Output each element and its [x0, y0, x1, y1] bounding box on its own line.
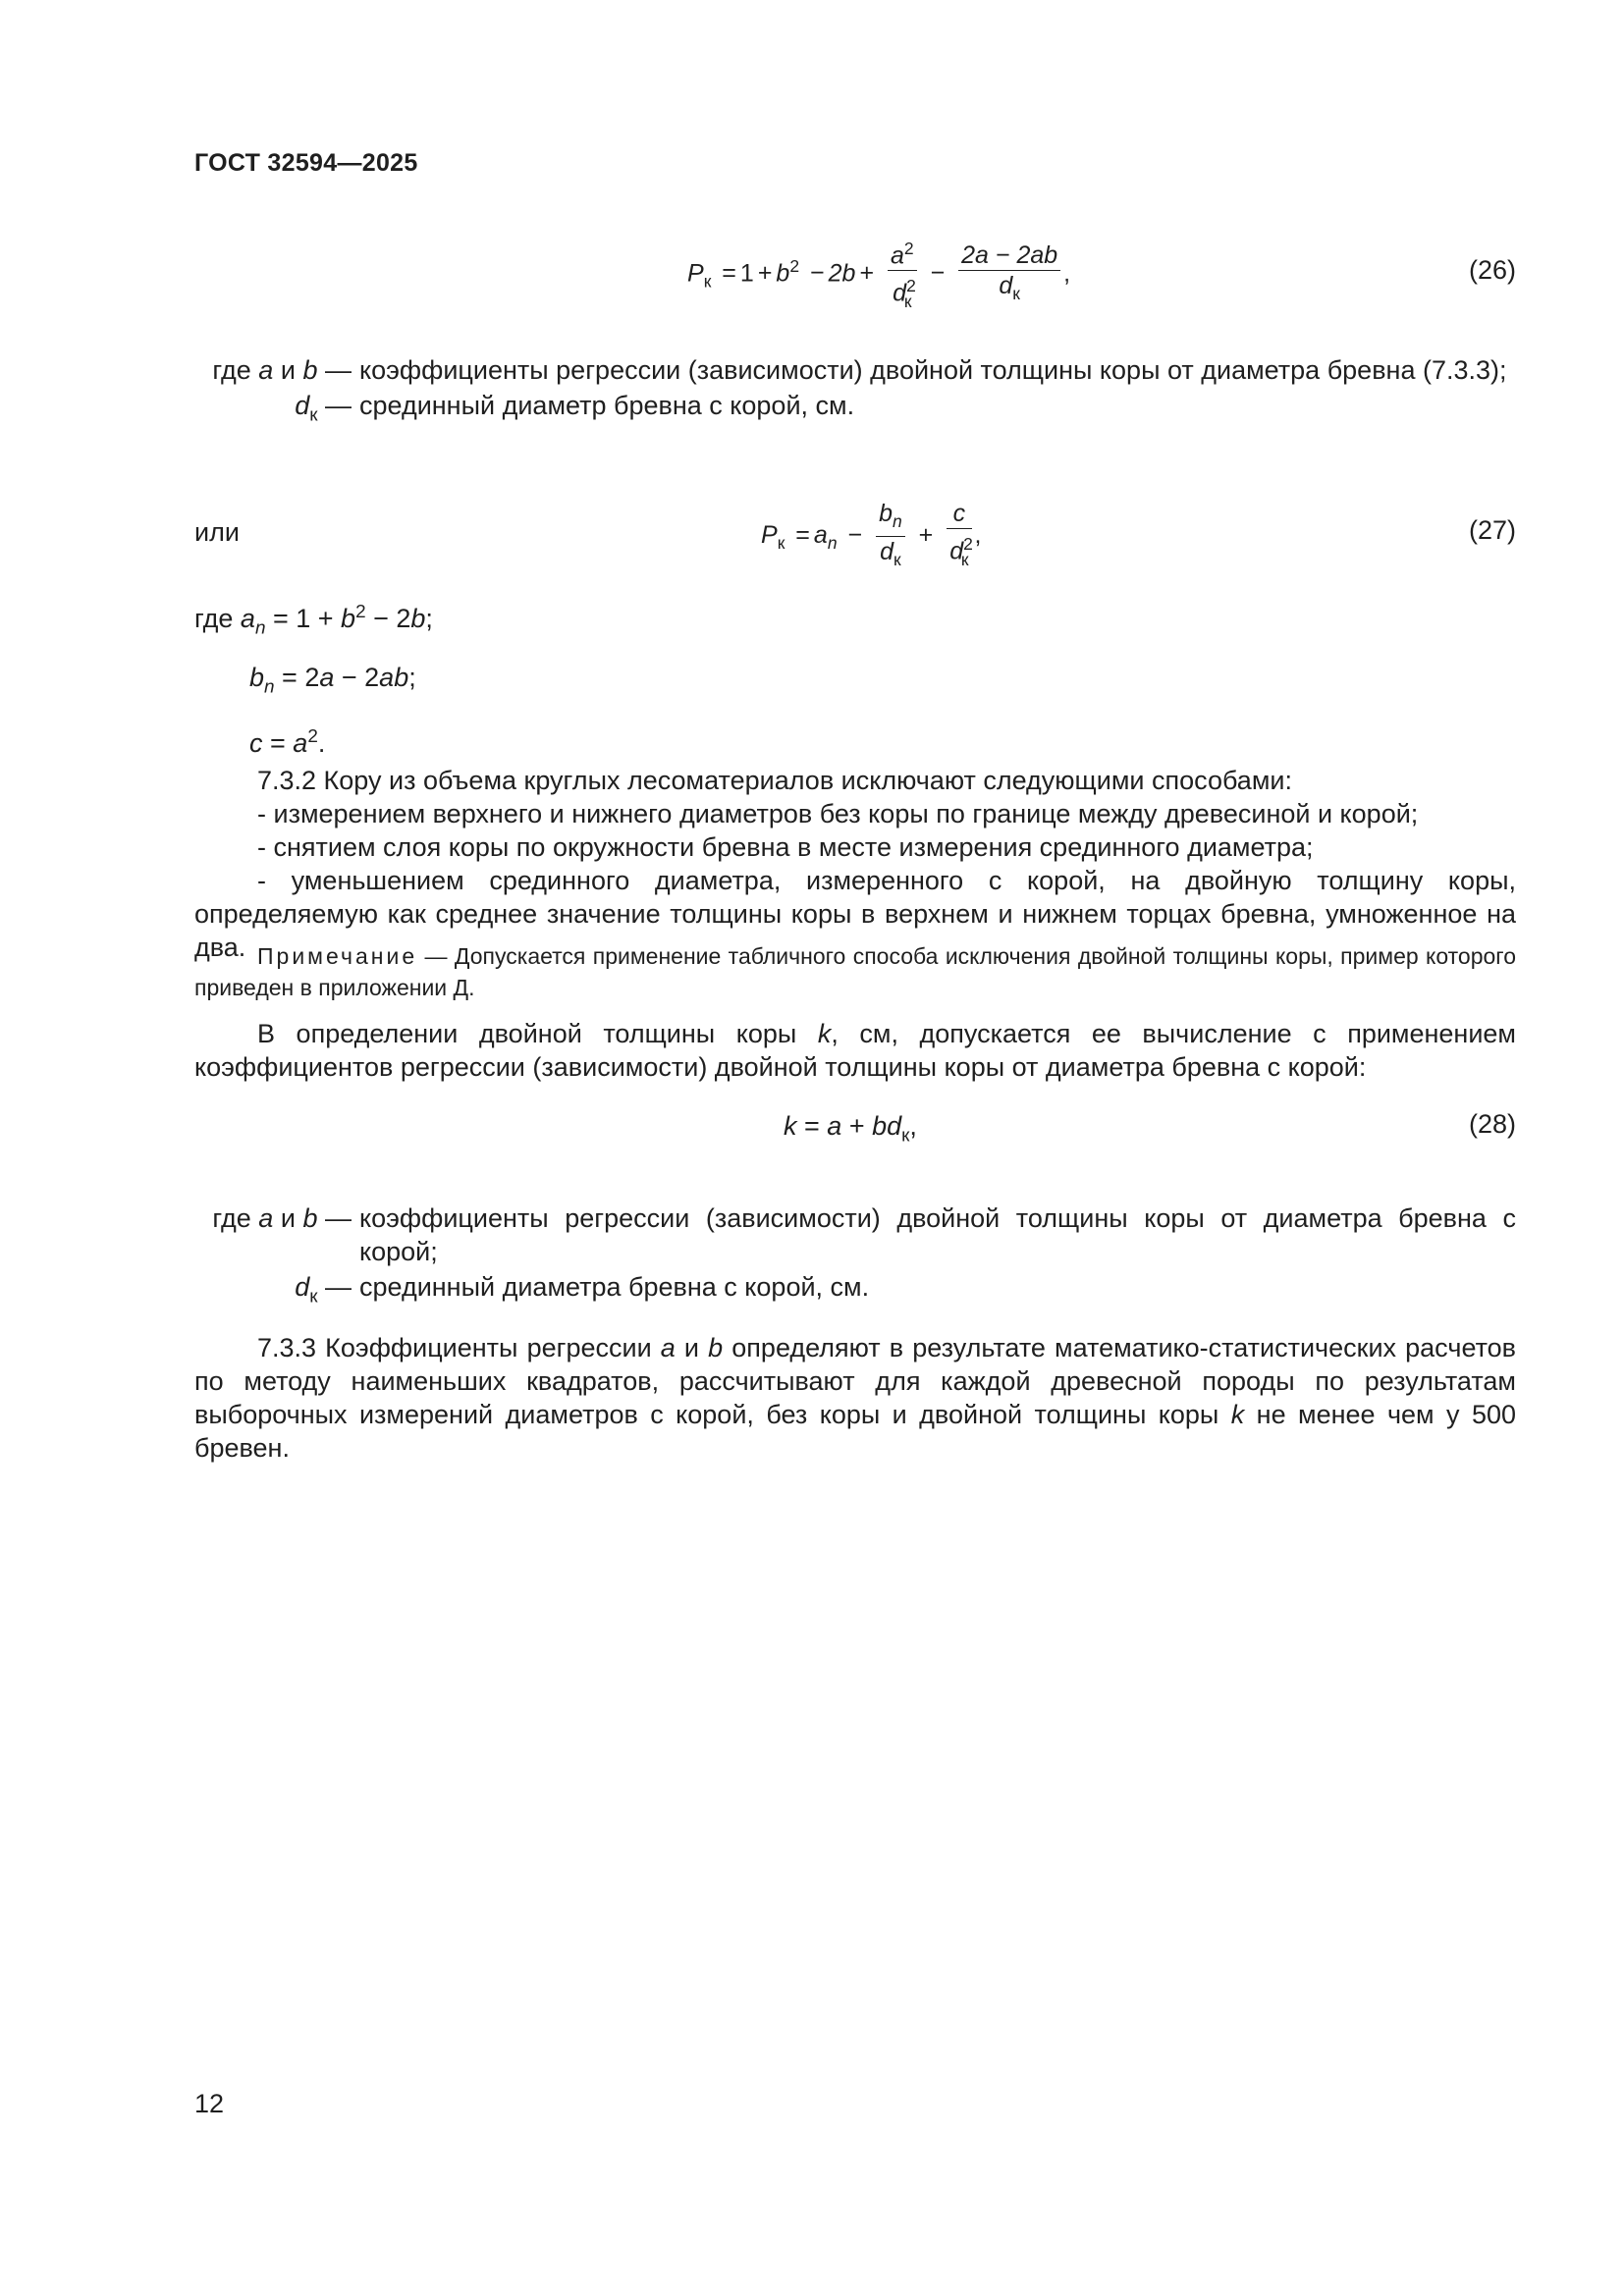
- fraction-2a-2ab-dk: $\frac{2a - 2ab}{d_к}$: [958, 240, 1060, 308]
- list-item: - снятием слоя коры по окружности бревна в месте измерения срединного диаметра;: [257, 832, 1314, 862]
- where-list-1: где a и b — коэффициенты регрессии (зависимости) двойной толщины коры от диаметра бревна (7.3.3); $d_к$ — срединный диаметр бревна с корой, см.: [212, 355, 1507, 426]
- equation-27: $P_к = a_n$ − $\frac{b_n}{d_к}$ + $\frac{c}{d^2_к}$ ,: [761, 499, 981, 574]
- fraction-c-dk2: $\frac{c}{d^2_к}$: [947, 499, 971, 573]
- section-7-3-2: [194, 764, 1516, 964]
- equation-number-26: (26): [1468, 255, 1516, 285]
- where-list-3: где a и b — коэффициенты регрессии (зависимости) двойной толщины коры от диаметра бревна с корой; $d_к$ — срединный диаметра бревна с корой, см.: [212, 1203, 1516, 1308]
- paragraph-k: В определении двойной толщины коры k, см, допускается ее вычисление с применением коэффициентов регрессии (зависимости) двойной толщины коры от диаметра бревна с корой:: [194, 1019, 1516, 1082]
- note-label: Примечание: [257, 943, 418, 969]
- fraction-a2-dk2: $\frac{a^2}{d^2_к}$: [888, 234, 917, 316]
- or-label: или: [194, 517, 240, 547]
- list-item: - измерением верхнего и нижнего диаметров без коры по границе между древесиной и корой;: [257, 799, 1419, 828]
- list-item: - уменьшением срединного диаметра, измеренного с корой, на двойную толщину коры, определяемую как среднее значение толщины коры в верхнем и нижнем торцах бревна, умноженное на два.: [194, 866, 1516, 962]
- page-number: 12: [194, 2089, 225, 2118]
- section-7-3-3: 7.3.3 Коэффициенты регрессии a и b определяют в результате математико-статистических расчетов по методу наименьших квадратов, рассчитывают для каждой древесной породы по результатам выборочных измерений диаметров с корой, без коры и двойной толщины коры k не менее чем у 500 бревен.: [194, 1333, 1516, 1463]
- equation-26: $P_к = 1 + b^2 - 2b$ + $\frac{a^2}{d^2_к}$ − $\frac{2a - 2ab}{d_к}$ ,: [687, 234, 1070, 316]
- fraction-bn-dk: $\frac{b_n}{d_к}$: [876, 499, 905, 574]
- section-7-3-2-intro: 7.3.2 Кору из объема круглых лесоматериалов исключают следующими способами:: [257, 766, 1292, 795]
- note: Примечание — Допускается применение табличного способа исключения двойной толщины коры, пример которого приведен в приложении Д.: [194, 943, 1516, 1000]
- equation-28: $k = a + bd_к$,: [784, 1111, 917, 1147]
- document-header: ГОСТ 32594—2025: [194, 149, 418, 177]
- equation-number-28: (28): [1468, 1109, 1516, 1139]
- equation-number-27: (27): [1468, 515, 1516, 545]
- where-list-2: где $a_n = 1 + b^2 - 2b$; $b_n = 2a - 2ab$; $c = a^2$.: [194, 602, 433, 758]
